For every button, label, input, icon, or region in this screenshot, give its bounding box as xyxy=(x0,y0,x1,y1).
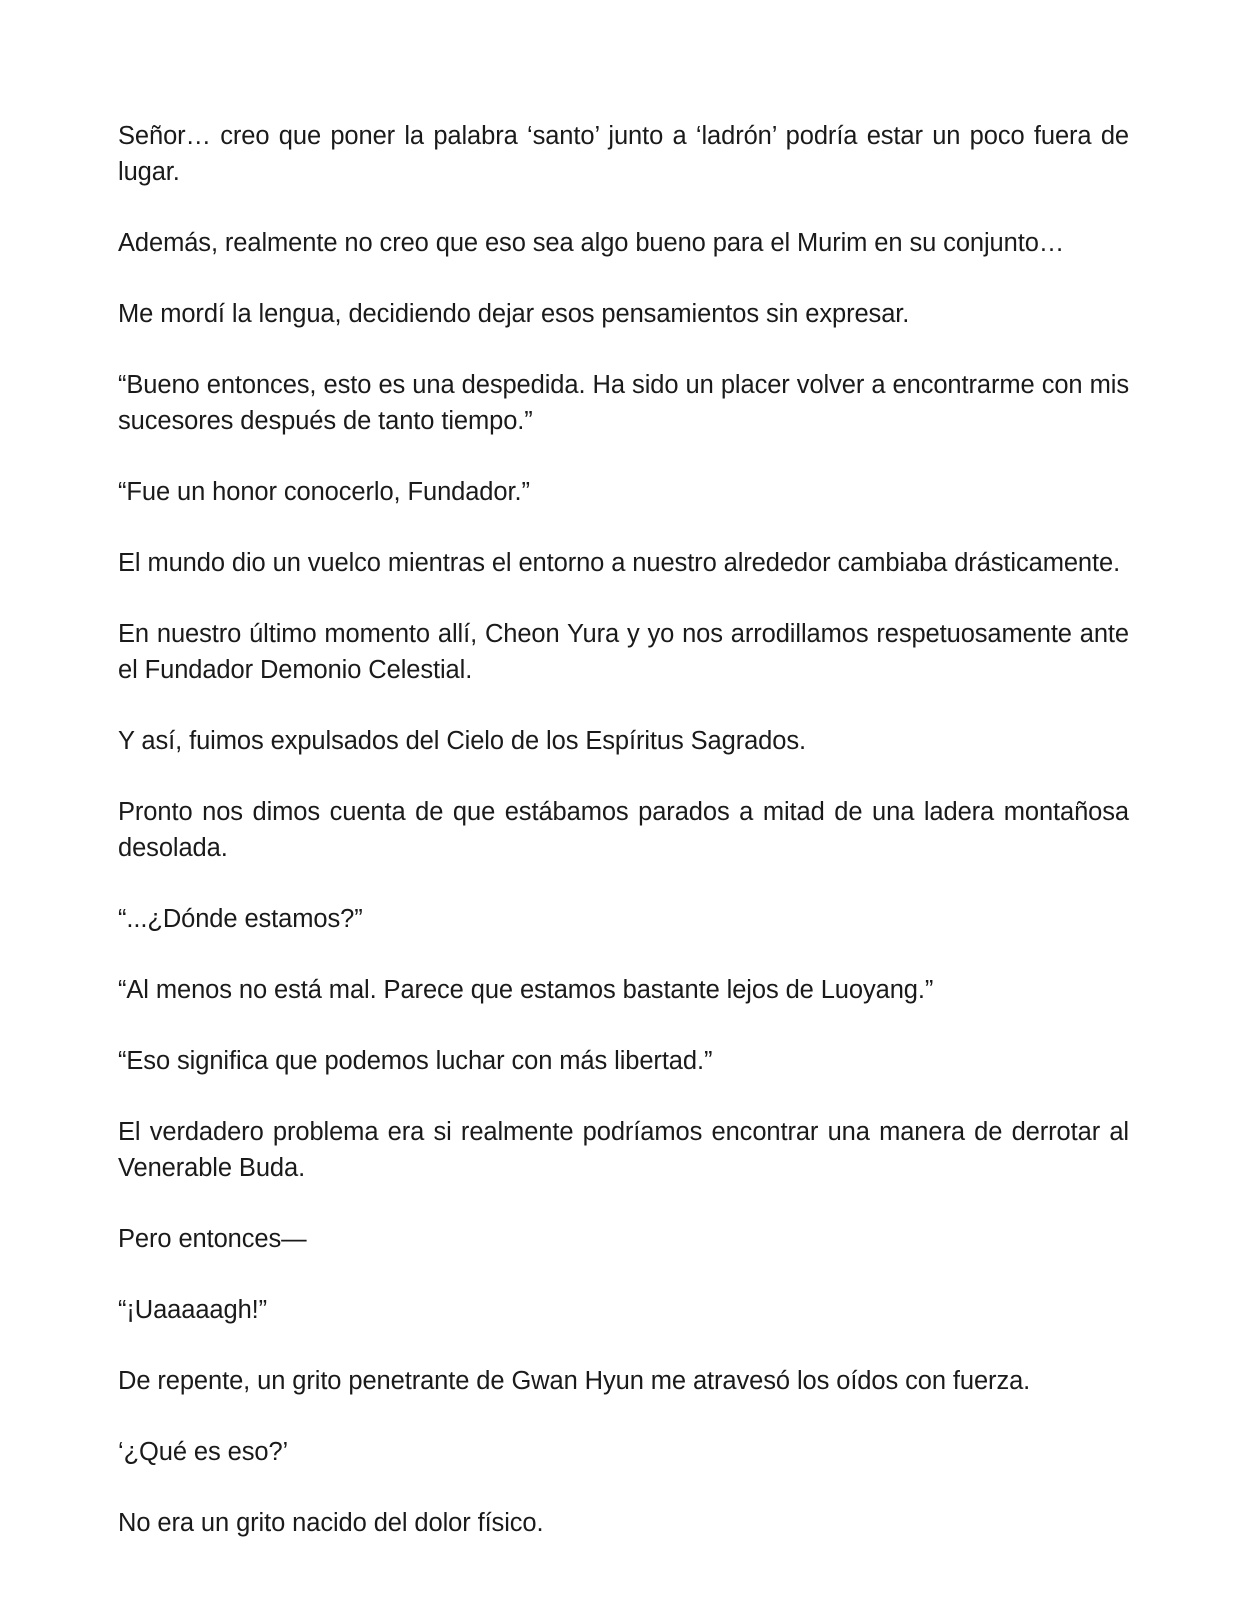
paragraph-11: “Al menos no está mal. Parece que estamos bastante lejos de Luoyang.” xyxy=(118,976,934,1004)
paragraph-8: Y así, fuimos expulsados del Cielo de los Espíritus Sagrados. xyxy=(118,727,806,755)
paragraph-1: Señor… creo que poner la palabra ‘santo’ junto a ‘ladrón’ podría estar un poco fuera de lugar. xyxy=(118,122,1129,186)
paragraph-18: No era un grito nacido del dolor físico. xyxy=(118,1509,544,1537)
paragraph-13: El verdadero problema era si realmente podríamos encontrar una manera de derrotar al Venerable Buda. xyxy=(118,1118,1129,1182)
paragraph-4: “Bueno entonces, esto es una despedida. Ha sido un placer volver a encontrarme con mis sucesores después de tanto tiempo.” xyxy=(118,371,1129,435)
paragraph-3: Me mordí la lengua, decidiendo dejar esos pensamientos sin expresar. xyxy=(118,300,910,328)
paragraph-9: Pronto nos dimos cuenta de que estábamos parados a mitad de una ladera montañosa desolada. xyxy=(118,798,1129,862)
paragraph-17: ‘¿Qué es eso?’ xyxy=(118,1438,289,1466)
paragraph-2: Además, realmente no creo que eso sea algo bueno para el Murim en su conjunto… xyxy=(118,229,1065,257)
paragraph-12: “Eso significa que podemos luchar con más libertad.” xyxy=(118,1047,713,1075)
paragraph-10: “...¿Dónde estamos?” xyxy=(118,905,363,933)
document-body xyxy=(118,118,1129,1541)
paragraph-6: El mundo dio un vuelco mientras el entorno a nuestro alrededor cambiaba drásticamente. xyxy=(118,549,1121,577)
paragraph-5: “Fue un honor conocerlo, Fundador.” xyxy=(118,478,530,506)
paragraph-7: En nuestro último momento allí, Cheon Yura y yo nos arrodillamos respetuosamente ante el Fundador Demonio Celestial. xyxy=(118,620,1129,684)
paragraph-16: De repente, un grito penetrante de Gwan Hyun me atravesó los oídos con fuerza. xyxy=(118,1367,1031,1395)
paragraph-14: Pero entonces— xyxy=(118,1225,307,1253)
paragraph-15: “¡Uaaaaagh!” xyxy=(118,1296,268,1324)
